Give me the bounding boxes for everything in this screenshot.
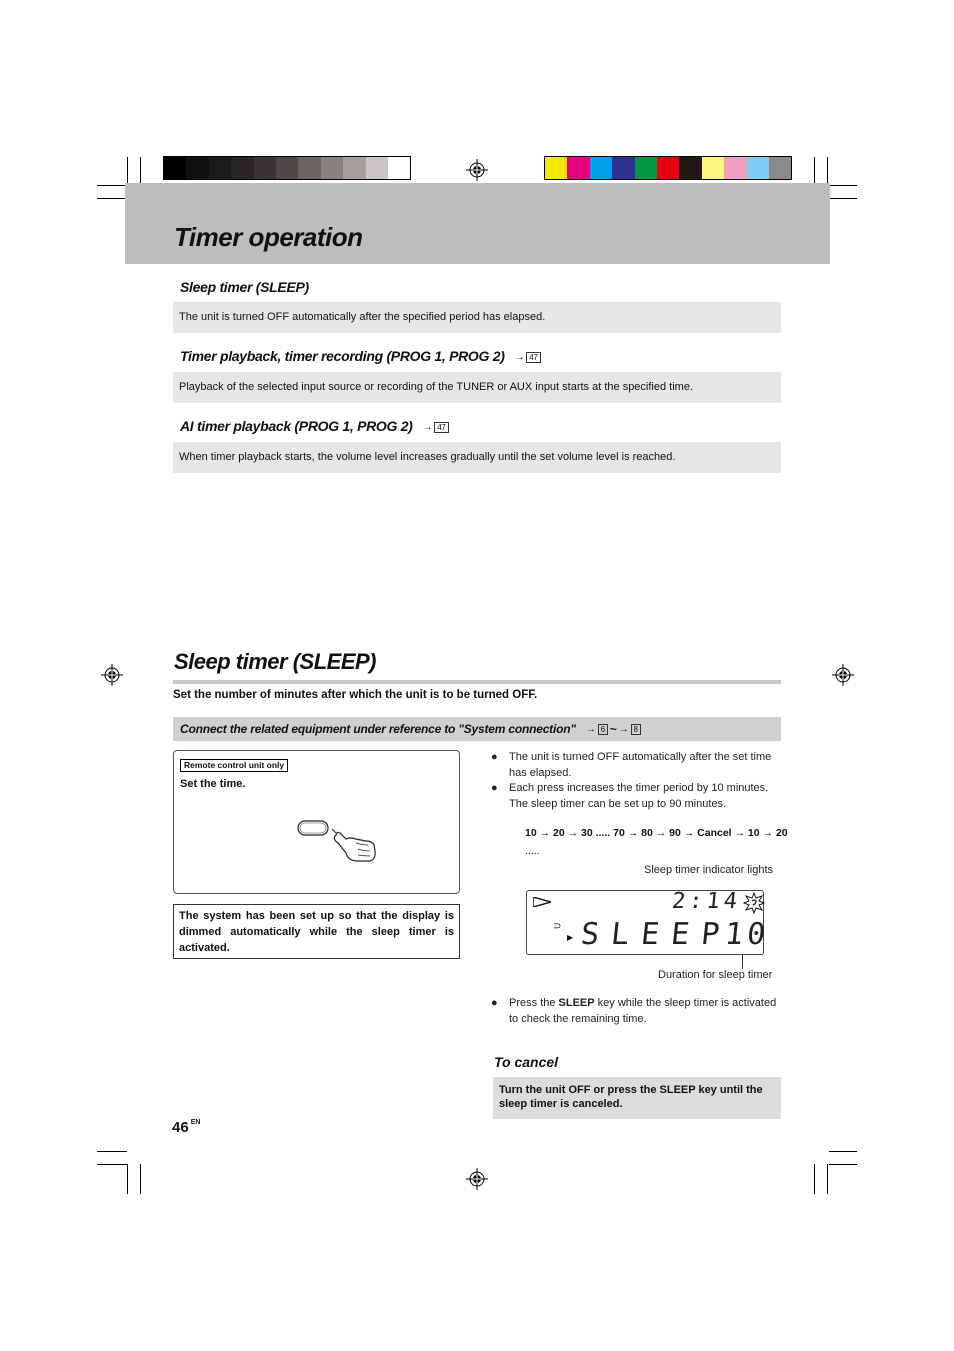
- page-ref-icon: 8: [631, 724, 641, 735]
- duration-caption: Duration for sleep timer: [658, 969, 773, 981]
- crop-mark: [829, 1151, 857, 1152]
- color-swatch: [343, 157, 365, 179]
- color-swatch: [276, 157, 298, 179]
- cancel-instructions: Turn the unit OFF or press the SLEEP key until the sleep timer is canceled.: [493, 1077, 781, 1119]
- sleep-indicator-icon: [743, 892, 765, 914]
- arrow-icon: →: [585, 723, 596, 735]
- crop-mark: [827, 1164, 828, 1194]
- overview-heading-ai-timer: AI timer playback (PROG 1, PROG 2) → 47: [180, 418, 449, 434]
- process-color-bar: [544, 156, 792, 180]
- gray-color-bar: [163, 156, 411, 180]
- page-ref-icon: 47: [526, 352, 540, 363]
- registration-mark-icon: [466, 159, 488, 181]
- crop-mark: [829, 198, 857, 199]
- crop-mark: [97, 198, 127, 199]
- color-swatch: [679, 157, 701, 179]
- section-rule: [173, 680, 781, 684]
- connect-bar: Connect the related equipment under reference to "System connection" → 6 ~ → 8: [173, 717, 781, 741]
- crop-mark: [97, 1151, 127, 1152]
- play-arrow-icon: [533, 897, 551, 907]
- overview-heading-sleep: Sleep timer (SLEEP): [180, 279, 309, 295]
- color-swatch: [657, 157, 679, 179]
- crop-mark: [829, 185, 857, 186]
- color-swatch: [321, 157, 343, 179]
- overview-text-timer: Playback of the selected input source or recording of the TUNER or AUX input starts at the specified time.: [173, 372, 781, 403]
- crop-mark: [97, 1164, 127, 1165]
- bullet-dot-icon: ●: [491, 997, 498, 1009]
- color-swatch: [635, 157, 657, 179]
- arrow-icon: →: [514, 351, 525, 363]
- color-swatch: [545, 157, 567, 179]
- dimmer-note: The system has been set up so that the display is dimmed automatically while the sleep timer is activated.: [173, 904, 460, 959]
- bullet-dot-icon: ●: [491, 782, 498, 794]
- color-swatch: [567, 157, 589, 179]
- color-swatch: [164, 157, 186, 179]
- color-swatch: [747, 157, 769, 179]
- repeat-icon: ⊃: [553, 921, 562, 932]
- crop-mark: [97, 185, 127, 186]
- overview-text-ai-timer: When timer playback starts, the volume level increases gradually until the set volume level is reached.: [173, 442, 781, 473]
- display-sleep-text: SLEEP: [579, 917, 734, 952]
- crop-mark: [140, 1164, 141, 1194]
- step-panel: [173, 750, 460, 894]
- indicator-caption: Sleep timer indicator lights: [644, 864, 774, 876]
- display-clock: 2:14: [670, 889, 743, 914]
- overview-text-sleep: The unit is turned OFF automatically after the specified period has elapsed.: [173, 302, 781, 333]
- cancel-heading: To cancel: [494, 1054, 559, 1070]
- page-number: 46 $^{EN}$: [172, 1119, 201, 1136]
- remote-only-tag: Remote control unit only: [180, 759, 288, 772]
- registration-mark-icon: [101, 664, 123, 686]
- registration-mark-icon: [832, 664, 854, 686]
- color-swatch: [366, 157, 388, 179]
- color-swatch: [254, 157, 276, 179]
- color-swatch: [702, 157, 724, 179]
- crop-mark: [127, 1164, 128, 1194]
- registration-mark-icon: [466, 1168, 488, 1190]
- sequence-continuation: .....: [525, 845, 540, 857]
- overview-heading-timer: Timer playback, timer recording (PROG 1, PROG 2) → 47: [180, 348, 541, 364]
- color-swatch: [231, 157, 253, 179]
- color-swatch: [590, 157, 612, 179]
- arrow-icon: →: [422, 421, 433, 433]
- crop-mark: [814, 1164, 815, 1194]
- sequence-line: 10 → 20 → 30 ..... 70 → 80 → 90 → Cancel → 10 → 20: [525, 827, 788, 839]
- section-title: Sleep timer (SLEEP): [174, 649, 377, 674]
- color-swatch: [724, 157, 746, 179]
- crop-mark: [829, 1164, 857, 1165]
- page-title: Timer operation: [174, 222, 363, 252]
- color-swatch: [769, 157, 791, 179]
- tilde-icon: ~: [609, 722, 617, 736]
- bullet-dot-icon: ●: [491, 751, 498, 763]
- color-swatch: [612, 157, 634, 179]
- color-swatch: [186, 157, 208, 179]
- sleep-key-press-icon: [296, 819, 378, 867]
- color-swatch: [298, 157, 320, 179]
- page-ref-icon: 47: [434, 422, 448, 433]
- step-text: Set the time.: [180, 778, 246, 790]
- arrow-icon: →: [618, 723, 629, 735]
- intro-text: Set the number of minutes after which the unit is to be turned OFF.: [173, 689, 538, 701]
- lcd-display: [526, 889, 771, 955]
- page-ref-icon: 6: [598, 724, 608, 735]
- play-small-icon: ▶: [567, 933, 574, 942]
- color-swatch: [388, 157, 410, 179]
- color-swatch: [209, 157, 231, 179]
- display-minutes: 10: [723, 917, 771, 952]
- callout-line: [742, 955, 743, 969]
